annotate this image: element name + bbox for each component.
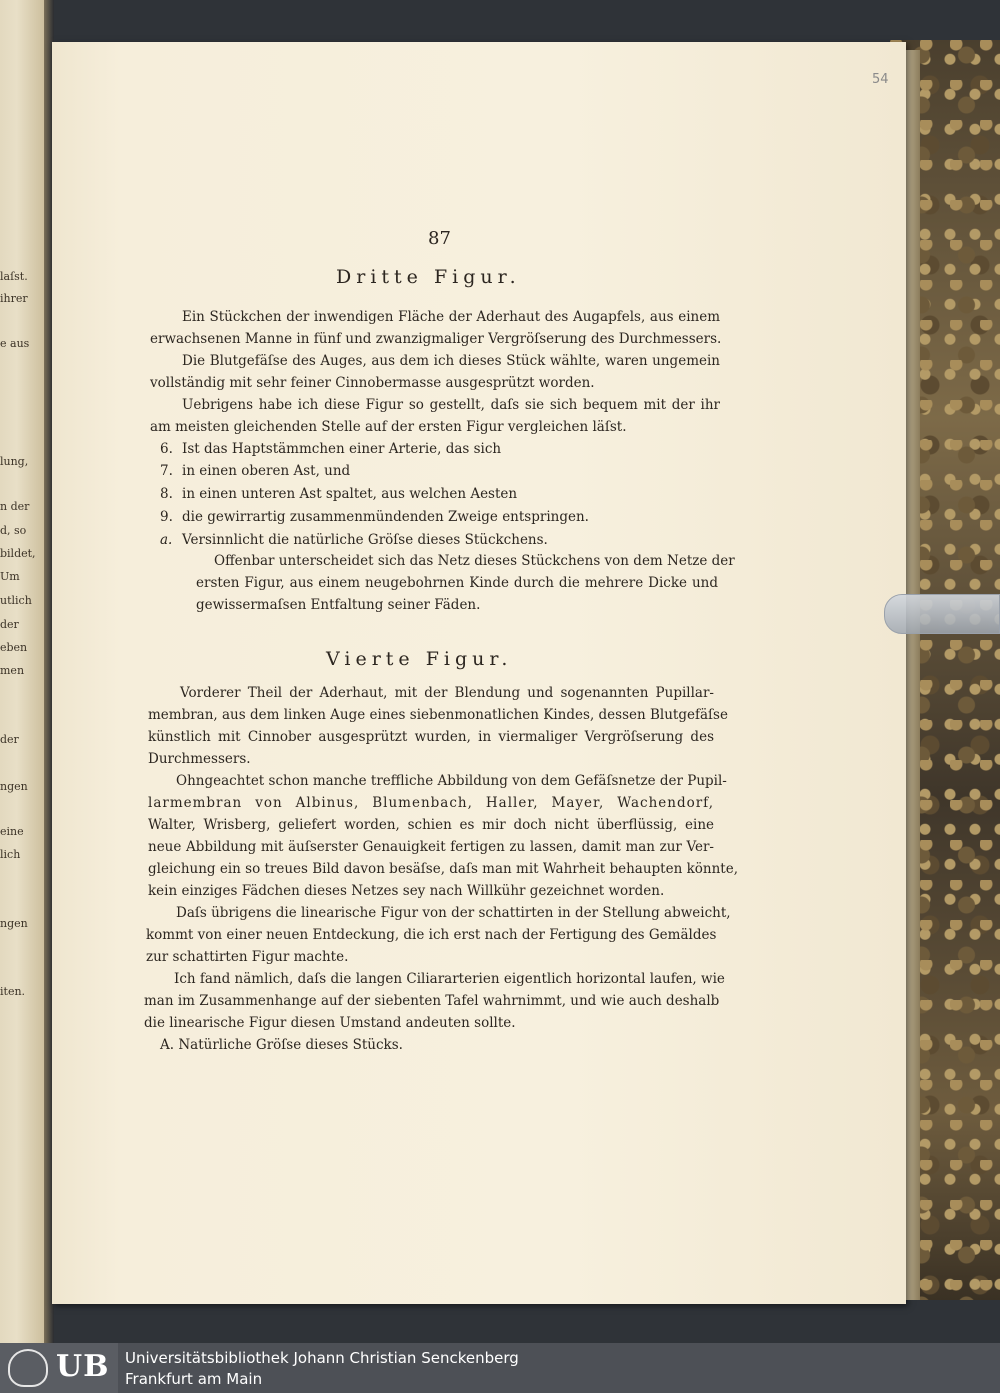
paragraph-line: gleichung ein so treues Bild davon besäſse, daſs man mit Wahrheit behaupten könnte, xyxy=(148,861,738,877)
library-logo xyxy=(0,1343,118,1393)
left-page-fragment: eben xyxy=(0,641,28,654)
paragraph-line: man im Zusammenhange auf der siebenten Tafel wahrnimmt, und wie auch deshalb xyxy=(144,993,720,1009)
legend-key: a. xyxy=(160,532,173,548)
paragraph-line: larmembran von Albinus, Blumenbach, Haller, Mayer, Wachendorf, xyxy=(148,795,714,811)
legend-key: 6. xyxy=(160,441,173,457)
left-page-fragment: utlich xyxy=(0,594,32,607)
paragraph-line: erwachsenen Manne in fünf und zwanzigmaliger Vergröſserung des Durchmessers. xyxy=(150,331,722,347)
paragraph-line: Die Blutgefäſse des Auges, aus dem ich dieses Stück wählte, waren ungemein xyxy=(182,353,720,369)
logo-text: UB xyxy=(56,1349,110,1384)
left-page-fragment: laſst. xyxy=(0,270,28,283)
note-line: Offenbar unterscheidet sich das Netz dieses Stückchens von dem Netze der xyxy=(214,553,735,569)
left-page-fragment: ngen xyxy=(0,917,28,930)
paragraph-line: Ich fand nämlich, daſs die langen Ciliararterien eigentlich horizontal laufen, wie xyxy=(174,971,725,987)
book-page xyxy=(52,42,906,1304)
left-page-fragment: lich xyxy=(0,848,21,861)
left-page-fragment: e aus xyxy=(0,337,30,350)
page-clip xyxy=(884,594,1000,634)
library-name: Universitätsbibliothek Johann Christian Senckenberg xyxy=(125,1349,519,1367)
legend-line: A. Natürliche Gröſse dieses Stücks. xyxy=(160,1037,403,1053)
section-heading: Dritte Figur. xyxy=(336,266,521,288)
left-page-fragment: men xyxy=(0,664,25,677)
paragraph-line: Ein Stückchen der inwendigen Fläche der Aderhaut des Augapfels, aus einem xyxy=(182,309,720,325)
page-number: 87 xyxy=(428,228,451,249)
left-page-fragment: eine xyxy=(0,825,24,838)
left-page-fragment: d, so xyxy=(0,524,27,537)
paragraph-line: Vorderer Theil der Aderhaut, mit der Blendung und sogenannten Pupillar- xyxy=(180,685,714,701)
paragraph-line: Walter, Wrisberg, geliefert worden, schien es mir doch nicht überflüssig, eine xyxy=(148,817,714,833)
paragraph-line: Ohngeachtet schon manche treffliche Abbildung von dem Gefäſsnetze der Pupil- xyxy=(176,773,727,789)
paragraph-line: kein einziges Fädchen dieses Netzes sey nach Willkühr gezeichnet worden. xyxy=(148,883,665,899)
left-page-fragment: n der xyxy=(0,500,30,513)
paragraph-line: Durchmessers. xyxy=(148,751,251,767)
paragraph-line: vollständig mit sehr feiner Cinnobermasse ausgesprützt worden. xyxy=(150,375,595,391)
legend-text: in einen unteren Ast spaltet, aus welchen Aesten xyxy=(182,486,518,502)
paragraph-line: zur schattirten Figur machte. xyxy=(146,949,349,965)
paragraph-line: Uebrigens habe ich diese Figur so gestellt, daſs sie sich bequem mit der ihr xyxy=(182,397,720,413)
paragraph-line: membran, aus dem linken Auge eines siebenmonatlichen Kindes, dessen Blutgefäſse xyxy=(148,707,728,723)
legend-key: 9. xyxy=(160,509,173,525)
left-page-fragment: der xyxy=(0,618,19,631)
legend-text: in einen oberen Ast, und xyxy=(182,463,351,479)
pencil-folio-number: 54 xyxy=(872,72,889,87)
left-page-edge xyxy=(0,0,50,1343)
note-line: ersten Figur, aus einem neugebohrnen Kinde durch die mehrere Dicke und xyxy=(196,575,718,591)
legend-text: Versinnlicht die natürliche Gröſse dieses Stückchens. xyxy=(182,532,548,548)
paragraph-line: am meisten gleichenden Stelle auf der ersten Figur vergleichen läſst. xyxy=(150,419,627,435)
left-page-fragment: ngen xyxy=(0,780,28,793)
left-page-fragment: ihrer xyxy=(0,292,28,305)
left-page-fragment: der xyxy=(0,733,19,746)
left-page-fragment: bildet, xyxy=(0,547,36,560)
paragraph-line: Daſs übrigens die linearische Figur von der schattirten in der Stellung abweicht, xyxy=(176,905,731,921)
legend-text: Ist das Haptstämmchen einer Arterie, das sich xyxy=(182,441,502,457)
paragraph-line: künstlich mit Cinnober ausgesprützt wurden, in viermaliger Vergröſserung des xyxy=(148,729,714,745)
left-page-fragment: lung, xyxy=(0,455,29,468)
library-footer xyxy=(0,1343,1000,1393)
section-heading: Vierte Figur. xyxy=(326,648,513,670)
paragraph-line: kommt von einer neuen Entdeckung, die ich erst nach der Fertigung des Gemäldes xyxy=(146,927,717,943)
left-page-fragment: Um xyxy=(0,570,20,583)
paragraph-line: neue Abbildung mit äuſserster Genauigkeit fertigen zu lassen, damit man zur Ver- xyxy=(148,839,714,855)
library-location: Frankfurt am Main xyxy=(125,1370,263,1388)
portrait-icon xyxy=(8,1349,48,1387)
note-line: gewissermaſsen Entfaltung seiner Fäden. xyxy=(196,597,481,613)
legend-key: 8. xyxy=(160,486,173,502)
legend-key: 7. xyxy=(160,463,173,479)
paragraph-line: die linearische Figur diesen Umstand andeuten sollte. xyxy=(144,1015,516,1031)
left-page-fragment: iten. xyxy=(0,985,26,998)
legend-text: die gewirrartig zusammenmündenden Zweige entspringen. xyxy=(182,509,589,525)
